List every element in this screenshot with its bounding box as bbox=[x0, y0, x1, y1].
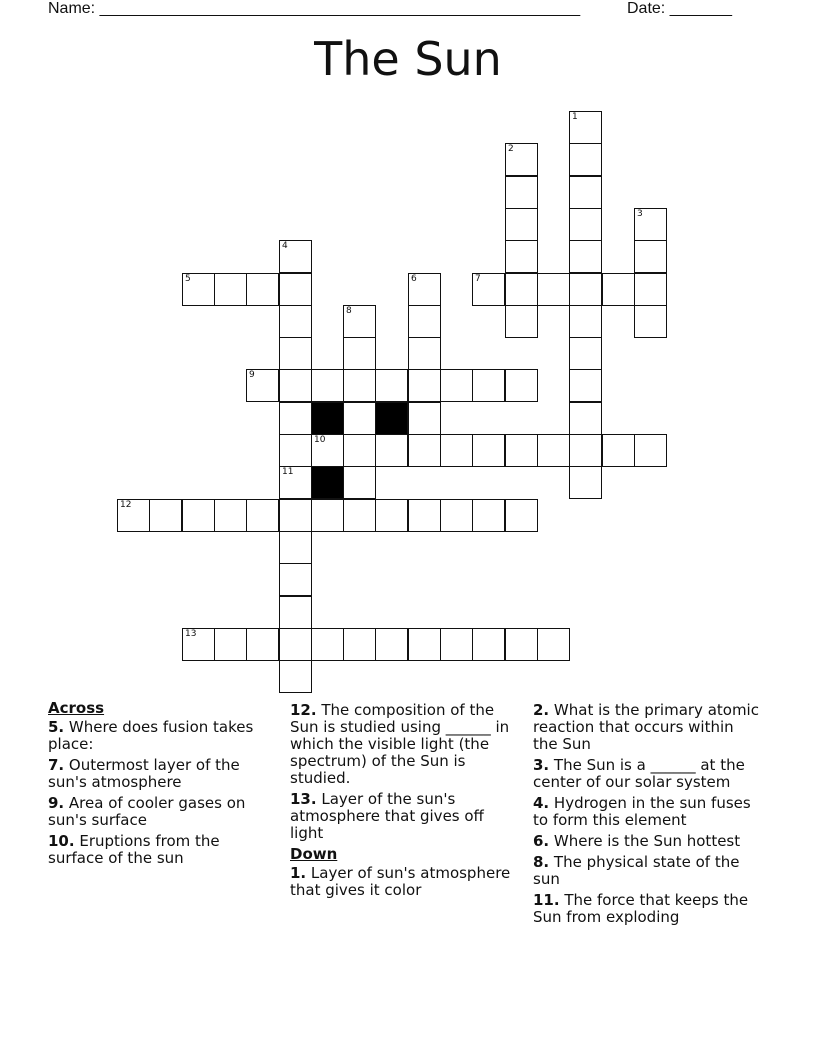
crossword-cell[interactable] bbox=[602, 434, 635, 467]
clue-across-7: 7. Outermost layer of the sun's atmosphere bbox=[48, 756, 240, 791]
crossword-cell[interactable] bbox=[214, 273, 247, 306]
crossword-cell[interactable] bbox=[408, 273, 441, 306]
crossword-cell[interactable] bbox=[472, 369, 505, 402]
crossword-cell[interactable] bbox=[408, 402, 441, 435]
clues-column-2 bbox=[290, 700, 520, 903]
crossword-cell[interactable] bbox=[279, 660, 312, 693]
clue-number: 11 bbox=[282, 467, 294, 477]
crossword-cell[interactable] bbox=[279, 337, 312, 370]
crossword-cell[interactable] bbox=[375, 628, 408, 661]
clue-number: 2 bbox=[508, 144, 514, 154]
crossword-cell[interactable] bbox=[246, 628, 279, 661]
crossword-cell[interactable] bbox=[569, 337, 602, 370]
crossword-cell[interactable] bbox=[246, 369, 279, 402]
clue-across-10: 10. Eruptions from the surface of the sun bbox=[48, 832, 220, 867]
crossword-cell[interactable] bbox=[343, 499, 376, 532]
clue-number: 9 bbox=[249, 370, 255, 380]
crossword-cell[interactable] bbox=[569, 466, 602, 499]
crossword-cell[interactable] bbox=[279, 305, 312, 338]
crossword-cell[interactable] bbox=[569, 273, 602, 306]
clue-number: 10 bbox=[314, 435, 326, 445]
crossword-cell[interactable] bbox=[375, 434, 408, 467]
crossword-cell[interactable] bbox=[569, 111, 602, 144]
clue-number: 8 bbox=[346, 306, 352, 316]
crossword-cell[interactable] bbox=[182, 273, 215, 306]
crossword-cell[interactable] bbox=[279, 240, 312, 273]
clue-number: 1 bbox=[572, 112, 578, 122]
down-heading: Down bbox=[290, 845, 338, 863]
crossword-cell[interactable] bbox=[279, 434, 312, 467]
crossword-cell[interactable] bbox=[375, 499, 408, 532]
crossword-cell[interactable] bbox=[505, 208, 538, 241]
clue-number: 4 bbox=[282, 241, 288, 251]
clue-number: 3 bbox=[637, 209, 643, 219]
crossword-cell[interactable] bbox=[343, 337, 376, 370]
crossword-cell[interactable] bbox=[343, 402, 376, 435]
blocked-cell bbox=[311, 466, 344, 499]
blocked-cell bbox=[311, 402, 344, 435]
page-title: The Sun bbox=[314, 32, 502, 86]
crossword-cell[interactable] bbox=[440, 369, 473, 402]
clues-column-1 bbox=[48, 700, 278, 871]
crossword-cell[interactable] bbox=[505, 176, 538, 209]
crossword-cell[interactable] bbox=[505, 369, 538, 402]
clue-number: 5 bbox=[185, 274, 191, 284]
crossword-cell[interactable] bbox=[440, 434, 473, 467]
crossword-cell[interactable] bbox=[375, 369, 408, 402]
crossword-cell[interactable] bbox=[569, 434, 602, 467]
crossword-cell[interactable] bbox=[472, 434, 505, 467]
crossword-cell[interactable] bbox=[634, 305, 667, 338]
clue-number: 6 bbox=[411, 274, 417, 284]
crossword-cell[interactable] bbox=[408, 369, 441, 402]
clue-down-8: 8. The physical state of the sun bbox=[533, 853, 740, 888]
crossword-cell[interactable] bbox=[279, 531, 312, 564]
crossword-cell[interactable] bbox=[246, 499, 279, 532]
clue-across-13: 13. Layer of the sun's atmosphere that gives off light bbox=[290, 790, 484, 842]
crossword-cell[interactable] bbox=[537, 628, 570, 661]
crossword-cell[interactable] bbox=[311, 499, 344, 532]
crossword-cell[interactable] bbox=[569, 143, 602, 176]
crossword-cell[interactable] bbox=[569, 240, 602, 273]
crossword-cell[interactable] bbox=[246, 273, 279, 306]
crossword-cell[interactable] bbox=[279, 596, 312, 629]
crossword-cell[interactable] bbox=[569, 402, 602, 435]
crossword-cell[interactable] bbox=[505, 434, 538, 467]
crossword-cell[interactable] bbox=[343, 434, 376, 467]
crossword-cell[interactable] bbox=[311, 369, 344, 402]
crossword-cell[interactable] bbox=[634, 240, 667, 273]
crossword-cell[interactable] bbox=[279, 563, 312, 596]
clue-across-9: 9. Area of cooler gases on sun's surface bbox=[48, 794, 246, 829]
crossword-cell[interactable] bbox=[537, 434, 570, 467]
crossword-cell[interactable] bbox=[311, 628, 344, 661]
crossword-cell[interactable] bbox=[182, 628, 215, 661]
clue-down-3: 3. The Sun is a ______ at the center of our solar system bbox=[533, 756, 745, 791]
clue-across-12: 12. The composition of the Sun is studied using ______ in which the visible light (the spectrum) of the Sun is studied. bbox=[290, 701, 510, 787]
clue-down-11: 11. The force that keeps the Sun from exploding bbox=[533, 891, 749, 926]
crossword-cell[interactable] bbox=[408, 499, 441, 532]
crossword-cell[interactable] bbox=[634, 434, 667, 467]
crossword-cell[interactable] bbox=[311, 434, 344, 467]
blocked-cell bbox=[375, 402, 408, 435]
clue-down-1: 1. Layer of sun's atmosphere that gives it color bbox=[290, 864, 511, 899]
clue-number: 7 bbox=[475, 274, 481, 284]
crossword-cell[interactable] bbox=[505, 305, 538, 338]
crossword-cell[interactable] bbox=[569, 305, 602, 338]
crossword-cell[interactable] bbox=[408, 628, 441, 661]
clue-number: 12 bbox=[120, 500, 132, 510]
date-field-line: Date: _______ bbox=[627, 0, 732, 17]
crossword-cell[interactable] bbox=[117, 499, 150, 532]
crossword-cell[interactable] bbox=[505, 499, 538, 532]
crossword-cell[interactable] bbox=[408, 305, 441, 338]
crossword-cell[interactable] bbox=[279, 628, 312, 661]
crossword-cell[interactable] bbox=[472, 499, 505, 532]
crossword-cell[interactable] bbox=[569, 208, 602, 241]
crossword-cell[interactable] bbox=[505, 628, 538, 661]
crossword-cell[interactable] bbox=[505, 240, 538, 273]
clue-down-4: 4. Hydrogen in the sun fuses to form this element bbox=[533, 794, 751, 829]
clue-number: 13 bbox=[185, 629, 197, 639]
crossword-cell[interactable] bbox=[279, 466, 312, 499]
crossword-cell[interactable] bbox=[634, 208, 667, 241]
crossword-cell[interactable] bbox=[343, 466, 376, 499]
across-heading: Across bbox=[48, 699, 105, 717]
crossword-cell[interactable] bbox=[343, 369, 376, 402]
clue-across-5: 5. Where does fusion takes place: bbox=[48, 718, 254, 753]
crossword-cell[interactable] bbox=[440, 499, 473, 532]
crossword-cell[interactable] bbox=[505, 273, 538, 306]
crossword-cell[interactable] bbox=[408, 337, 441, 370]
clue-down-6: 6. Where is the Sun hottest bbox=[533, 832, 741, 850]
crossword-cell[interactable] bbox=[569, 369, 602, 402]
crossword-cell[interactable] bbox=[602, 273, 635, 306]
crossword-cell[interactable] bbox=[279, 273, 312, 306]
crossword-cell[interactable] bbox=[472, 273, 505, 306]
crossword-cell[interactable] bbox=[343, 305, 376, 338]
crossword-cell[interactable] bbox=[537, 273, 570, 306]
crossword-cell[interactable] bbox=[149, 499, 182, 532]
crossword-cell[interactable] bbox=[214, 628, 247, 661]
crossword-cell[interactable] bbox=[279, 499, 312, 532]
name-field-line: Name: ______________________________________________________ bbox=[48, 0, 581, 17]
crossword-cell[interactable] bbox=[569, 176, 602, 209]
clue-down-2: 2. What is the primary atomic reaction that occurs within the Sun bbox=[533, 701, 759, 753]
crossword-cell[interactable] bbox=[343, 628, 376, 661]
clues-column-3 bbox=[533, 700, 763, 930]
crossword-cell[interactable] bbox=[408, 434, 441, 467]
crossword-cell[interactable] bbox=[214, 499, 247, 532]
crossword-cell[interactable] bbox=[440, 628, 473, 661]
crossword-cell[interactable] bbox=[182, 499, 215, 532]
crossword-cell[interactable] bbox=[505, 143, 538, 176]
crossword-cell[interactable] bbox=[472, 628, 505, 661]
crossword-cell[interactable] bbox=[634, 273, 667, 306]
crossword-cell[interactable] bbox=[279, 369, 312, 402]
crossword-cell[interactable] bbox=[279, 402, 312, 435]
